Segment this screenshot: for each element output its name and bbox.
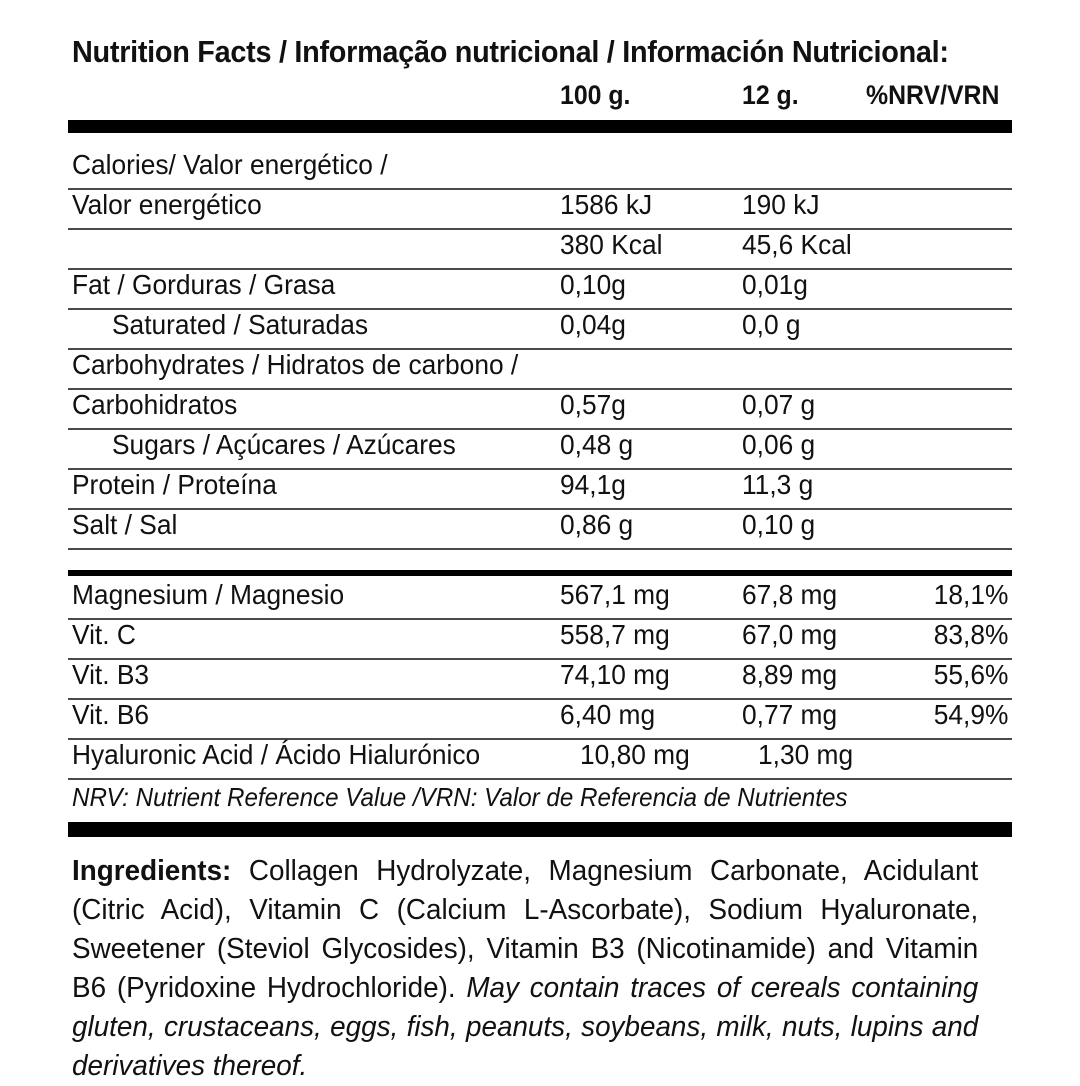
row-value-per-100g: 6,40 mg (560, 699, 656, 730)
row-value-per-100g: 380 Kcal (560, 229, 663, 260)
row-label: Sugars / Açúcares / Azúcares (112, 429, 456, 460)
table-row (68, 660, 1012, 700)
row-value-per-serving: 11,3 g (742, 469, 814, 500)
row-label: Vit. C (72, 619, 136, 650)
row-value-per-serving: 67,0 mg (742, 619, 838, 650)
row-value-per-100g: 74,10 mg (560, 659, 670, 690)
row-value-per-100g: 10,80 mg (580, 739, 690, 770)
table-row (68, 430, 1012, 470)
table-row (68, 310, 1012, 350)
row-value-per-serving: 190 kJ (742, 189, 820, 220)
row-label: Magnesium / Magnesio (72, 579, 345, 610)
row-value-per-100g: 94,1g (560, 469, 626, 500)
column-header-per-serving: 12 g. (742, 80, 799, 110)
allergen-statement: May contain traces of cereals containing gluten, crustaceans, eggs, fish, peanuts, soybeans, milk, nuts, lupins and derivatives thereof. (72, 972, 979, 1082)
section-divider-thin (68, 570, 1012, 576)
column-header-nrv: %NRV/VRN (866, 80, 1000, 110)
row-label: Hyaluronic Acid / Ácido Hialurónico (72, 739, 481, 770)
row-value-nrv: 55,6% (933, 659, 1008, 690)
table-row (68, 150, 1012, 190)
row-value-per-100g: 0,48 g (560, 429, 634, 460)
row-value-per-serving: 0,0 g (742, 309, 801, 340)
row-value-per-serving: 45,6 Kcal (742, 229, 852, 260)
row-label: Salt / Sal (72, 509, 178, 540)
column-header-row (68, 80, 1012, 116)
ingredients-divider-thick (68, 822, 1012, 837)
row-label: Protein / Proteína (72, 469, 277, 500)
table-row (68, 190, 1012, 230)
row-value-per-serving: 1,30 mg (758, 739, 854, 770)
row-value-nrv: 54,9% (933, 699, 1008, 730)
row-value-per-serving: 0,77 mg (742, 699, 838, 730)
row-label: Valor energético (72, 189, 262, 220)
macronutrient-table (68, 150, 1012, 550)
table-row (68, 270, 1012, 310)
row-value-per-serving: 0,01g (742, 269, 808, 300)
table-row (68, 620, 1012, 660)
row-value-per-100g: 0,57g (560, 389, 626, 420)
ingredients-list: Collagen Hydrolyzate, Magnesium Carbonate, Acidulant (Citric Acid), Vitamin C (Calcium L-Ascorbate), Sodium Hyaluronate, Sweetener (Steviol Glycosides), Vitamin B3 (Nicotinamide) and Vitamin B6 (Pyridoxine Hydrochloride). (72, 855, 979, 1004)
row-value-per-100g: 558,7 mg (560, 619, 670, 650)
page-title: Nutrition Facts / Informação nutricional / Información Nutricional: (72, 34, 949, 69)
row-value-per-serving: 0,10 g (742, 509, 816, 540)
table-row (68, 470, 1012, 510)
table-row (68, 510, 1012, 550)
row-label: Carbohidratos (72, 389, 238, 420)
row-value-per-100g: 0,86 g (560, 509, 634, 540)
row-label: Calories/ Valor energético / (72, 149, 388, 180)
ingredients-block (72, 852, 978, 1086)
table-row (68, 390, 1012, 430)
table-row (68, 740, 1012, 780)
row-label: Vit. B3 (72, 659, 150, 690)
header-divider-thick (68, 120, 1012, 133)
table-row (68, 350, 1012, 390)
ingredients-heading: Ingredients: (72, 855, 232, 887)
row-value-per-100g: 0,10g (560, 269, 626, 300)
table-row (68, 580, 1012, 620)
table-row (68, 230, 1012, 270)
row-value-per-100g: 0,04g (560, 309, 626, 340)
table-row (68, 700, 1012, 740)
micronutrient-table (68, 580, 1012, 780)
row-label: Vit. B6 (72, 699, 150, 730)
row-label: Fat / Gorduras / Grasa (72, 269, 336, 300)
row-value-nrv: 18,1% (933, 579, 1008, 610)
row-label: Carbohydrates / Hidratos de carbono / (72, 349, 519, 380)
row-label: Saturated / Saturadas (112, 309, 369, 340)
row-value-per-100g: 567,1 mg (560, 579, 670, 610)
row-value-per-serving: 0,06 g (742, 429, 816, 460)
row-value-per-serving: 8,89 mg (742, 659, 838, 690)
row-value-nrv: 83,8% (933, 619, 1008, 650)
nrv-footnote: NRV: Nutrient Reference Value /VRN: Valor de Referencia de Nutrientes (72, 782, 848, 812)
row-value-per-serving: 0,07 g (742, 389, 816, 420)
row-value-per-serving: 67,8 mg (742, 579, 838, 610)
column-header-per-100g: 100 g. (560, 80, 631, 110)
row-value-per-100g: 1586 kJ (560, 189, 653, 220)
